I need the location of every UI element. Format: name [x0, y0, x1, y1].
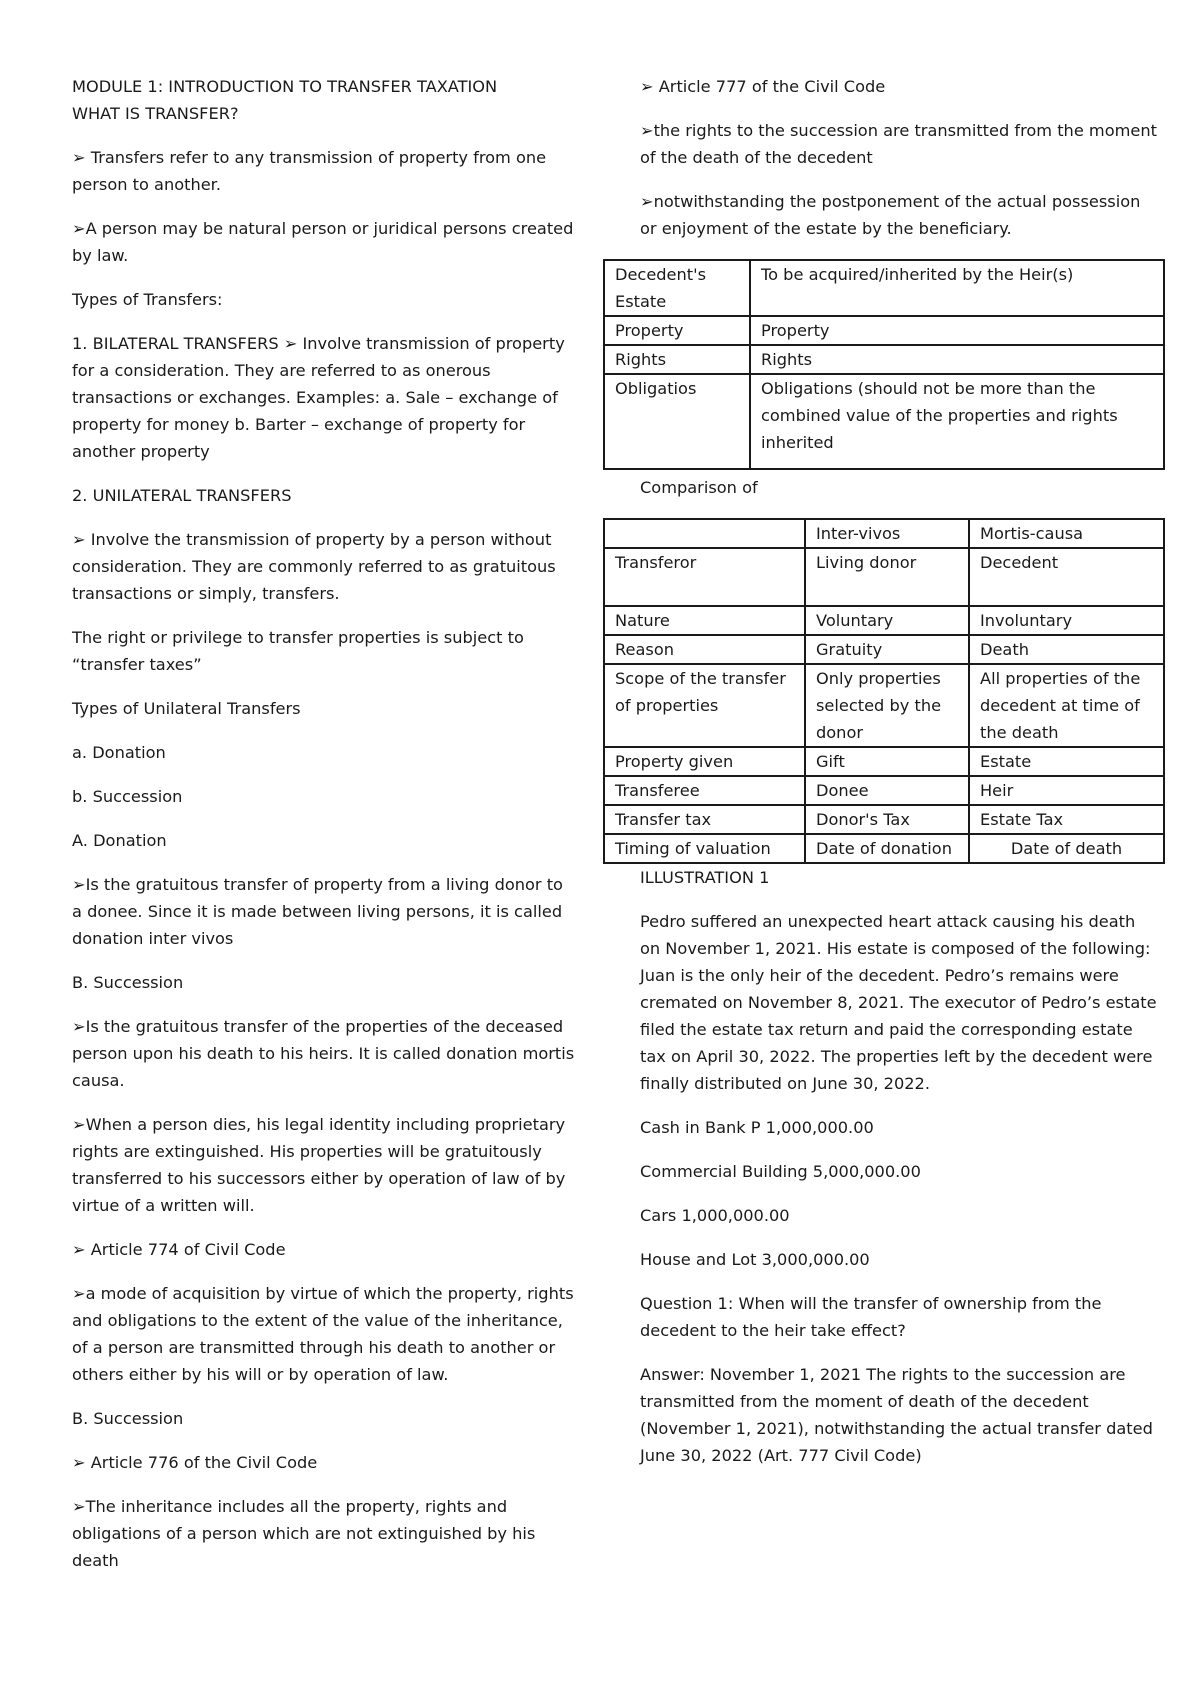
paragraph: ➢The inheritance includes all the property, rights and obligations of a person which are not extinguished by his death: [72, 1497, 536, 1570]
table-cell: Donor's Tax: [805, 805, 969, 834]
table-row: [604, 834, 1164, 863]
table-row: [604, 606, 1164, 635]
table-row: [604, 776, 1164, 805]
paragraph: ➢ Involve the transmission of property by a person without consideration. They are commonly referred to as gratuitous transactions or simply, transfers.: [72, 530, 556, 603]
table-row: [604, 345, 1164, 374]
table-cell: Transfer tax: [604, 805, 805, 834]
table-cell: Rights: [750, 345, 1164, 374]
table-cell: To be acquired/inherited by the Heir(s): [750, 260, 1164, 316]
table-row: [604, 805, 1164, 834]
paragraph: ➢A person may be natural person or juridical persons created by law.: [72, 219, 574, 265]
right-column: [615, 73, 1160, 1486]
table-cell: Date of death: [969, 834, 1164, 863]
table-row: [604, 260, 1164, 316]
paragraph: Types of Transfers:: [72, 290, 223, 309]
paragraph: B. Succession: [72, 1409, 184, 1428]
paragraph: ➢ Article 774 of Civil Code: [72, 1240, 286, 1259]
table-cell: Property: [750, 316, 1164, 345]
table-cell: Property given: [604, 747, 805, 776]
paragraph: 2. UNILATERAL TRANSFERS: [72, 486, 292, 505]
paragraph: ➢notwithstanding the postponement of the actual possession or enjoyment of the estate by the beneficiary.: [640, 192, 1141, 238]
estate-item: Cash in Bank P 1,000,000.00: [640, 1118, 874, 1137]
paragraph: Types of Unilateral Transfers: [72, 699, 301, 718]
paragraph: B. Succession: [72, 973, 184, 992]
table-cell: Reason: [604, 635, 805, 664]
table-cell: Mortis-causa: [969, 519, 1164, 548]
table-cell: Voluntary: [805, 606, 969, 635]
table-cell: Estate Tax: [969, 805, 1164, 834]
table-row: [604, 519, 1164, 548]
estate-item: Commercial Building 5,000,000.00: [640, 1162, 921, 1181]
paragraph: a. Donation: [72, 743, 166, 762]
comparison-table: [603, 518, 1165, 864]
paragraph: b. Succession: [72, 787, 183, 806]
table-caption: Comparison of: [640, 478, 758, 497]
table-row: [604, 664, 1164, 747]
question: Question 1: When will the transfer of ownership from the decedent to the heir take effect?: [640, 1294, 1102, 1340]
table-cell: Involuntary: [969, 606, 1164, 635]
table-cell: Estate: [969, 747, 1164, 776]
paragraph: Pedro suffered an unexpected heart attack causing his death on November 1, 2021. His estate is composed of the following: Juan is the only heir of the decedent. Pedro’s remains were cremated on November 8, 2021. The executor of Pedro’s estate filed the estate tax return and paid the corresponding estate tax on April 30, 2022. The properties left by the decedent were finally distributed on June 30, 2022.: [640, 912, 1157, 1093]
table-cell: Only properties selected by the donor: [805, 664, 969, 747]
paragraph: ➢Is the gratuitous transfer of property from a living donor to a donee. Since it is made between living persons, it is called donation inter vivos: [72, 875, 563, 948]
table-cell: Decedent's Estate: [604, 260, 750, 316]
module-heading: MODULE 1: INTRODUCTION TO TRANSFER TAXATION: [72, 77, 498, 96]
left-column: [72, 73, 577, 1591]
table-row: [604, 747, 1164, 776]
paragraph: A. Donation: [72, 831, 167, 850]
table-cell: Nature: [604, 606, 805, 635]
paragraph: ➢the rights to the succession are transmitted from the moment of the death of the decedent: [640, 121, 1157, 167]
paragraph: ➢a mode of acquisition by virtue of which the property, rights and obligations to the extent of the value of the inheritance, of a person are transmitted through his death to another or others either by his will or by operation of law.: [72, 1284, 574, 1384]
paragraph: ➢When a person dies, his legal identity including proprietary rights are extinguished. His properties will be gratuitously transferred to his successors either by operation of law of by virtue of a written will.: [72, 1115, 566, 1215]
table-cell: Property: [604, 316, 750, 345]
table-row: [604, 374, 1164, 469]
table-row: [604, 316, 1164, 345]
table-cell: Death: [969, 635, 1164, 664]
table-cell: Rights: [604, 345, 750, 374]
paragraph: 1. BILATERAL TRANSFERS ➢ Involve transmission of property for a consideration. They are referred to as onerous transactions or exchanges. Examples: a. Sale – exchange of property for money b. Barter – exchange of property for another property: [72, 334, 565, 461]
estate-item: Cars 1,000,000.00: [640, 1206, 790, 1225]
table-row: [604, 635, 1164, 664]
paragraph: The right or privilege to transfer properties is subject to “transfer taxes”: [72, 628, 524, 674]
table-cell: All properties of the decedent at time of the death: [969, 664, 1164, 747]
table-cell: Obligatios: [604, 374, 750, 469]
paragraph: ➢ Article 776 of the Civil Code: [72, 1453, 318, 1472]
table-cell: Decedent: [969, 548, 1164, 606]
table-cell: Heir: [969, 776, 1164, 805]
table-row: [604, 548, 1164, 606]
table-cell: Timing of valuation: [604, 834, 805, 863]
section-heading: WHAT IS TRANSFER?: [72, 104, 239, 123]
table-cell: Inter-vivos: [805, 519, 969, 548]
table-cell: Obligations (should not be more than the combined value of the properties and rights inherited: [750, 374, 1164, 469]
table-cell: Scope of the transfer of properties: [604, 664, 805, 747]
table-cell: Gift: [805, 747, 969, 776]
paragraph: ➢ Transfers refer to any transmission of property from one person to another.: [72, 148, 547, 194]
inheritance-table: [603, 259, 1165, 470]
paragraph: ➢Is the gratuitous transfer of the properties of the deceased person upon his death to his heirs. It is called donation mortis causa.: [72, 1017, 575, 1090]
table-cell: [604, 519, 805, 548]
table-cell: Transferor: [604, 548, 805, 606]
illustration-title: ILLUSTRATION 1: [640, 868, 770, 887]
table-cell: Transferee: [604, 776, 805, 805]
answer: Answer: November 1, 2021 The rights to the succession are transmitted from the moment of death of the decedent (November 1, 2021), notwithstanding the actual transfer dated June 30, 2022 (Art. 777 Civil Code): [640, 1365, 1153, 1465]
estate-item: House and Lot 3,000,000.00: [640, 1250, 870, 1269]
table-cell: Gratuity: [805, 635, 969, 664]
table-cell: Living donor: [805, 548, 969, 606]
paragraph: ➢ Article 777 of the Civil Code: [640, 77, 886, 96]
table-cell: Date of donation: [805, 834, 969, 863]
table-cell: Donee: [805, 776, 969, 805]
